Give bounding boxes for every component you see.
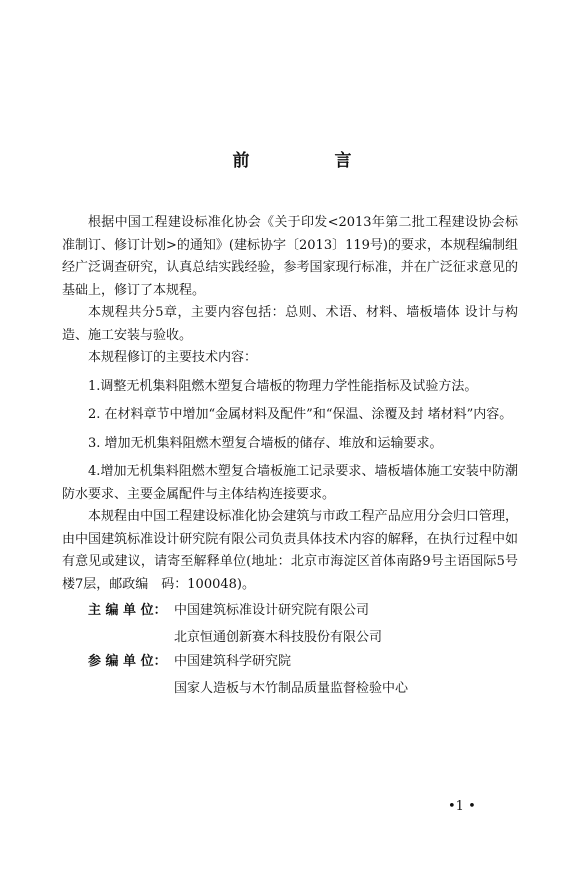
- revision-item: 1.调整无机集料阻燃木塑复合墙板的物理力学性能指标及试验方法。: [88, 378, 478, 394]
- chief-units-row: [62, 600, 518, 649]
- intro-paragraph: 根据中国工程建设标准化协会《关于印发<2013年第二批工程建设协会标准制订、修订计划>的通知》(建标协字〔2013〕119号)的要求，本规程编制组经广泛调查研究，认真总结实践经验，参考国家现行标准，并在广泛征求意见的基础上，修订了本规程。: [62, 215, 518, 298]
- drafting-units: [62, 600, 518, 700]
- participating-units-label: 参 编 单 位：: [88, 654, 167, 669]
- participating-units-list: [174, 651, 408, 700]
- revision-item: 4.增加无机集料阻燃木塑复合墙板施工记录要求、墙板墙体施工安装中防潮防水要求、主要金属配件与主体结构连接要求。: [62, 464, 518, 502]
- management-paragraph: 本规程由中国工程建设标准化协会建筑与市政工程产品应用分会归口管理，由中国建筑标准设计研究院有限公司负责具体技术内容的解释，在执行过程中如有意见或建议，请寄至解释单位(地址：北京市海淀区首体南路9号主语国际5号楼7层，邮政编 码：100048)。: [62, 509, 518, 592]
- chapters-paragraph: 本规程共分5章，主要内容包括：总则、术语、材料、墙板墙体 设计与构造、施工安装与验收。: [62, 305, 518, 343]
- page-title: 前 言: [232, 151, 386, 171]
- revision-heading-paragraph: 本规程修订的主要技术内容：: [88, 350, 258, 365]
- chief-unit-name: 中国建筑标准设计研究院有限公司: [174, 603, 370, 618]
- page-number: •1 •: [448, 799, 476, 814]
- document-body: [62, 212, 518, 700]
- chief-unit-name: 北京恒通创新赛木科技股份有限公司: [174, 629, 383, 645]
- revision-item: 3. 增加无机集料阻燃木塑复合墙板的储存、堆放和运输要求。: [88, 435, 443, 451]
- revision-item: 2. 在材料章节中增加“金属材料及配件”和“保温、涂覆及封 堵材料”内容。: [88, 407, 513, 422]
- chief-units-label: 主 编 单 位：: [88, 603, 167, 618]
- participating-unit-name: 中国建筑科学研究院: [174, 654, 292, 669]
- participating-units-row: [62, 651, 518, 700]
- participating-unit-name: 国家人造板与木竹制品质量监督检验中心: [174, 680, 409, 696]
- chief-units-list: [174, 600, 382, 649]
